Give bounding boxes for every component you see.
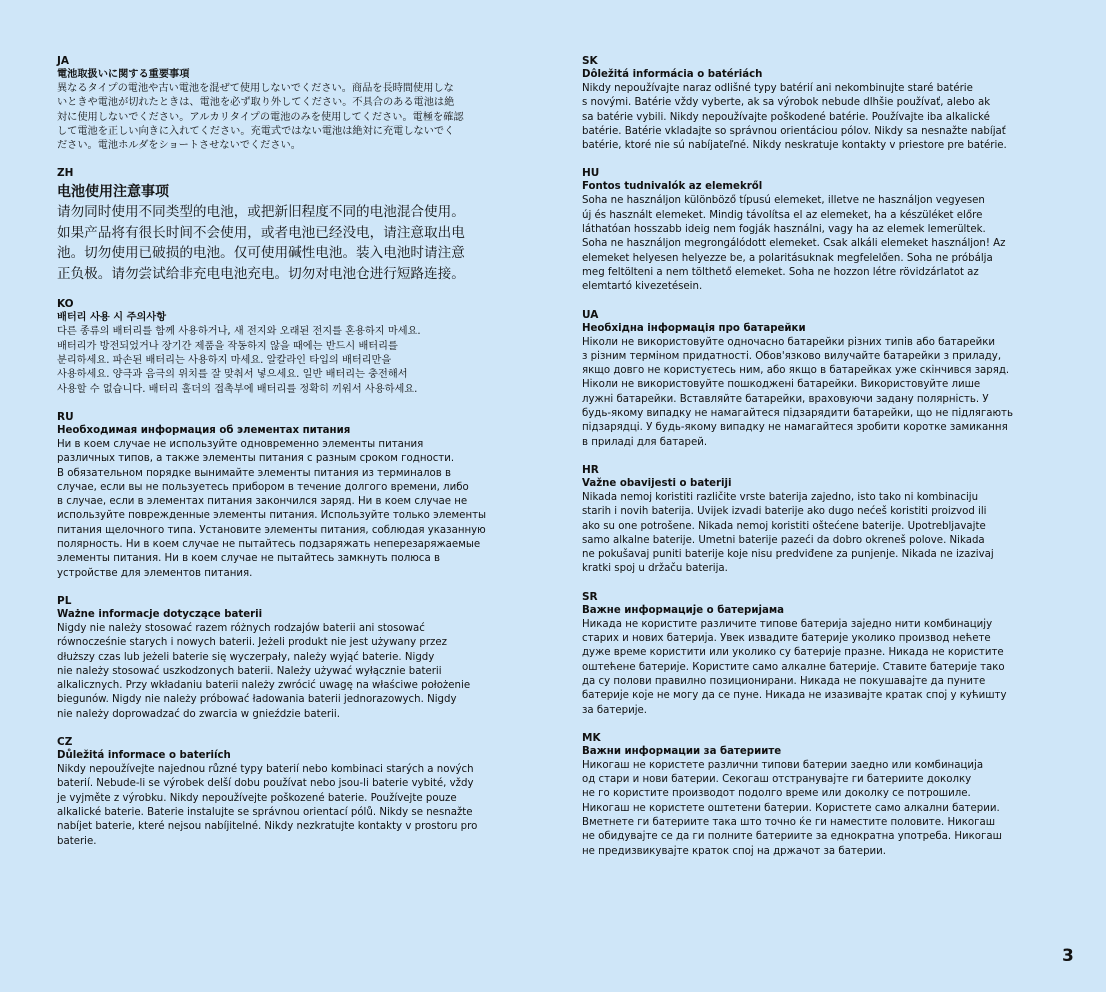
section-hu <box>582 167 1042 294</box>
section-title: Важне информације о батеријама <box>582 604 785 616</box>
section-title: Ważne informacje dotyczące baterii <box>57 608 263 620</box>
language-code: ZH <box>57 167 74 180</box>
section-title: Důležitá informace o bateriích <box>57 750 231 762</box>
section-body: Nikada nemoj koristiti različite vrste baterija zajedno, isto tako ni kombinaciju starih i novih baterija. Uvijek izvadi baterije ako dugo nećeš koristiti proizvod ili ako su one potrošene. Nikada nemoj koristiti oštećene baterije. Upotrebljavajte samo alkalne baterije. Umetni baterije pazeći da dobro okreneš polove. Nikada ne pokušavaj puniti baterije koje nisu predviđene za punjenje. Nikada ne izazivaj kratki spoj u držaču baterija. <box>582 491 994 575</box>
section-title: Необхідна інформація про батарейки <box>582 322 806 334</box>
section-title: Dôležitá informácia o batériách <box>582 69 763 80</box>
section-title: Необходимая информация об элементах питания <box>57 424 351 436</box>
section-ja <box>57 55 515 153</box>
section-body: Ніколи не використовуйте одночасно батарейки різних типів або батарейки з різним терміном придатності. Обов'язково вилучайте батарейки з приладу, якщо довго не користуєтесь ним, або якщо в батарейках уже скінчився заряд. Ніколи не використовуйте пошкоджені батарейки. Використовуйте лише лужні батарейки. Вставляйте батарейки, враховуючи задану полярність. У будь-якому випадку не намагайтеся підзарядити батарейки, що не підлягають підзарядці. У будь-якому випадку не намагайтеся зробити коротке замикання в приладі для батарей. <box>582 336 1013 448</box>
section-title: Важни информации за батериите <box>582 745 782 757</box>
language-code: RU <box>57 410 74 423</box>
section-zh <box>57 167 515 284</box>
section-pl <box>57 595 515 722</box>
language-code: PL <box>57 594 72 607</box>
section-ua <box>582 309 1042 450</box>
section-body: Nikdy nepoužívejte najednou různé typy baterií nebo kombinaci starých a nových baterií. Nebude-li se výrobek delší dobu používat nebo jsou-li baterie vybité, vždy je vyjměte z výrobku. Nikdy nepoužívejte poškozené baterie. Používejte pouze alkalické baterie. Baterie instalujte se správnou orientací pólů. Nikdy se nesnažte nabíjet baterie, které nejsou nabíjitelné. Nikdy nezkratujte kontakty v prostoru pro baterie. <box>57 764 478 847</box>
section-cz <box>57 736 515 849</box>
section-ru <box>57 411 515 581</box>
section-hr <box>582 464 1042 577</box>
section-body: Ни в коем случае не используйте одновременно элементы питания различных типов, а также элементы питания с разным сроком годности. В обязательном порядке вынимайте элементы питания из терминалов в случае, если вы не пользуетесь прибором в течение долгого времени, либо в случае, если в элементах питания закончился заряд. Ни в коем случае не используйте поврежденные элементы питания. Используйте только элементы питания щелочного типа. Установите элементы питания, соблюдая указанную полярность. Ни в коем случае не пытайтесь подзаряжать неперезаряжаемые элементы питания. Ни в коем случае не пытайтесь замкнуть полюса в устройстве для элементов питания. <box>57 438 487 579</box>
language-code: KO <box>57 298 74 311</box>
section-title: Važne obavijesti o bateriji <box>582 477 732 489</box>
section-ko <box>57 298 515 396</box>
section-sr <box>582 591 1042 718</box>
section-body: Никада не користите различите типове батерија заједно нити комбинацију старих и нових батерија. Увек извадите батерије уколико производ нећете дуже време користити или уколико су батерије празне. Никада не користите оштећене батерије. Користите само алкалне батерије. Ставите батерије тако да су полови правилно позиционирани. Никада не покушавајте да пуните батерије које не могу да се пуне. Никада не изазивајте кратак спој у кућишту за батерије. <box>582 618 1007 716</box>
section-body: 異なるタイプの電池や古い電池を混ぜて使用しないでください。商品を長時間使用しな いときや電池が切れたときは、電池を必ず取り外してください。不具合のある電池は絶 対に使用しないでください。アルカリタイプの電池のみを使用してください。電極を確認 して電池を正しい向きに入れてください。充電式ではない電池は絶対に充電しないでく ださい。電池ホルダをショートさせないでください。 <box>57 83 464 152</box>
language-code: UA <box>582 308 599 321</box>
section-title: 배터리 사용 시 주의사항 <box>57 312 167 324</box>
language-code: CZ <box>57 736 73 749</box>
language-code: JA <box>57 55 70 67</box>
language-code: HR <box>582 463 599 476</box>
section-sk <box>582 55 1042 153</box>
language-code: HU <box>582 167 600 180</box>
language-code: SK <box>582 55 598 67</box>
section-body: Soha ne használjon különböző típusú elemeket, illetve ne használjon vegyesen új és használt elemeket. Mindig távolítsa el az elemeket, ha a készüléket előre láthatóan hosszabb ideig nem fogják használni, vagy ha az elemek lemerültek. Soha ne használjon megrongálódott elemeket. Csak alkáli elemeket használjon! Az elemeket helyesen helyezze be, a polaritásuknak megfelelően. Soha ne próbálja meg feltölteni a nem tölthető elemeket. Soha ne hozzon létre rövidzárlatot az elemtartó kivezetésein. <box>582 195 1006 293</box>
section-body: Nikdy nepoužívajte naraz odlišné typy batérií ani nekombinujte staré batérie s novými. Batérie vždy vyberte, ak sa výrobok nebude dlhšie používať, alebo ak sa batérie vybili. Nikdy nepoužívajte poškodené batérie. Používajte iba alkalické batérie. Batérie vkladajte so správnou orientáciou pólov. Nikdy sa nesnažte nabíjať batérie, ktoré nie sú nabíjateľné. Nikdy neskratuje kontakty v priestore pre batérie. <box>582 83 1007 152</box>
page-number: 3 <box>1062 946 1074 966</box>
section-mk <box>582 732 1042 859</box>
section-title: 電池取扱いに関する重要事項 <box>57 69 190 80</box>
language-code: MK <box>582 731 601 744</box>
right-column <box>582 55 1042 873</box>
section-body: 请勿同时使用不同类型的电池，或把新旧程度不同的电池混合使用。 如果产品将有很长时间不会使用，或者电池已经没电，请注意取出电 池。切勿使用已破损的电池。仅可使用碱性电池。装入电池时请注意 正负极。请勿尝试给非充电电池充电。切勿对电池仓进行短路连接。 <box>57 204 465 282</box>
section-body: Nigdy nie należy stosować razem różnych rodzajów baterii ani stosować równocześnie starych i nowych baterii. Jeżeli produkt nie jest używany przez dłuższy czas lub jeżeli baterie się wyczerpały, należy wyjąć baterie. Nigdy nie należy stosować uszkodzonych baterii. Należy używać wyłącznie baterii alkalicznych. Przy wkładaniu baterii należy zwrócić uwagę na właściwe położenie biegunów. Nigdy nie należy próbować ładowania baterii jednorazowych. Nigdy nie należy doprowadzać do zwarcia w gnieździe baterii. <box>57 622 471 720</box>
left-column <box>57 55 515 863</box>
section-title: 电池使用注意事项 <box>57 184 169 201</box>
section-body: 다른 종류의 배터리를 함께 사용하거나, 새 전지와 오래된 전지를 혼용하지 마세요. 배터리가 방전되었거나 장기간 제품을 작동하지 않을 때에는 반드시 배터리를 분리하세요. 파손된 배터리는 사용하지 마세요. 알칼라인 타입의 배터리만을 사용하세요. 양극과 음극의 위치를 잘 맞춰서 넣으세요. 일반 배터리는 충전해서 사용할 수 없습니다. 배터리 홀더의 접촉부에 배터리를 정확히 끼워서 사용하세요. <box>57 326 421 395</box>
section-title: Fontos tudnivalók az elemekről <box>582 181 763 193</box>
language-code: SR <box>582 590 598 603</box>
section-body: Никогаш не користете различни типови батерии заедно или комбинација од стари и нови батерии. Секогаш отстранувајте ги батериите доколку не го користите производот подолго време или доколку се потрошиле. Никогаш не користете оштетени батерии. Користете само алкални батерии. Вметнете ги батериите така што точно ќе ги наместите половите. Никогаш не обидувајте се да ги полните батериите за еднократна употреба. Никогаш не предизвикувајте краток спој на држачот за батерии. <box>582 759 1002 857</box>
